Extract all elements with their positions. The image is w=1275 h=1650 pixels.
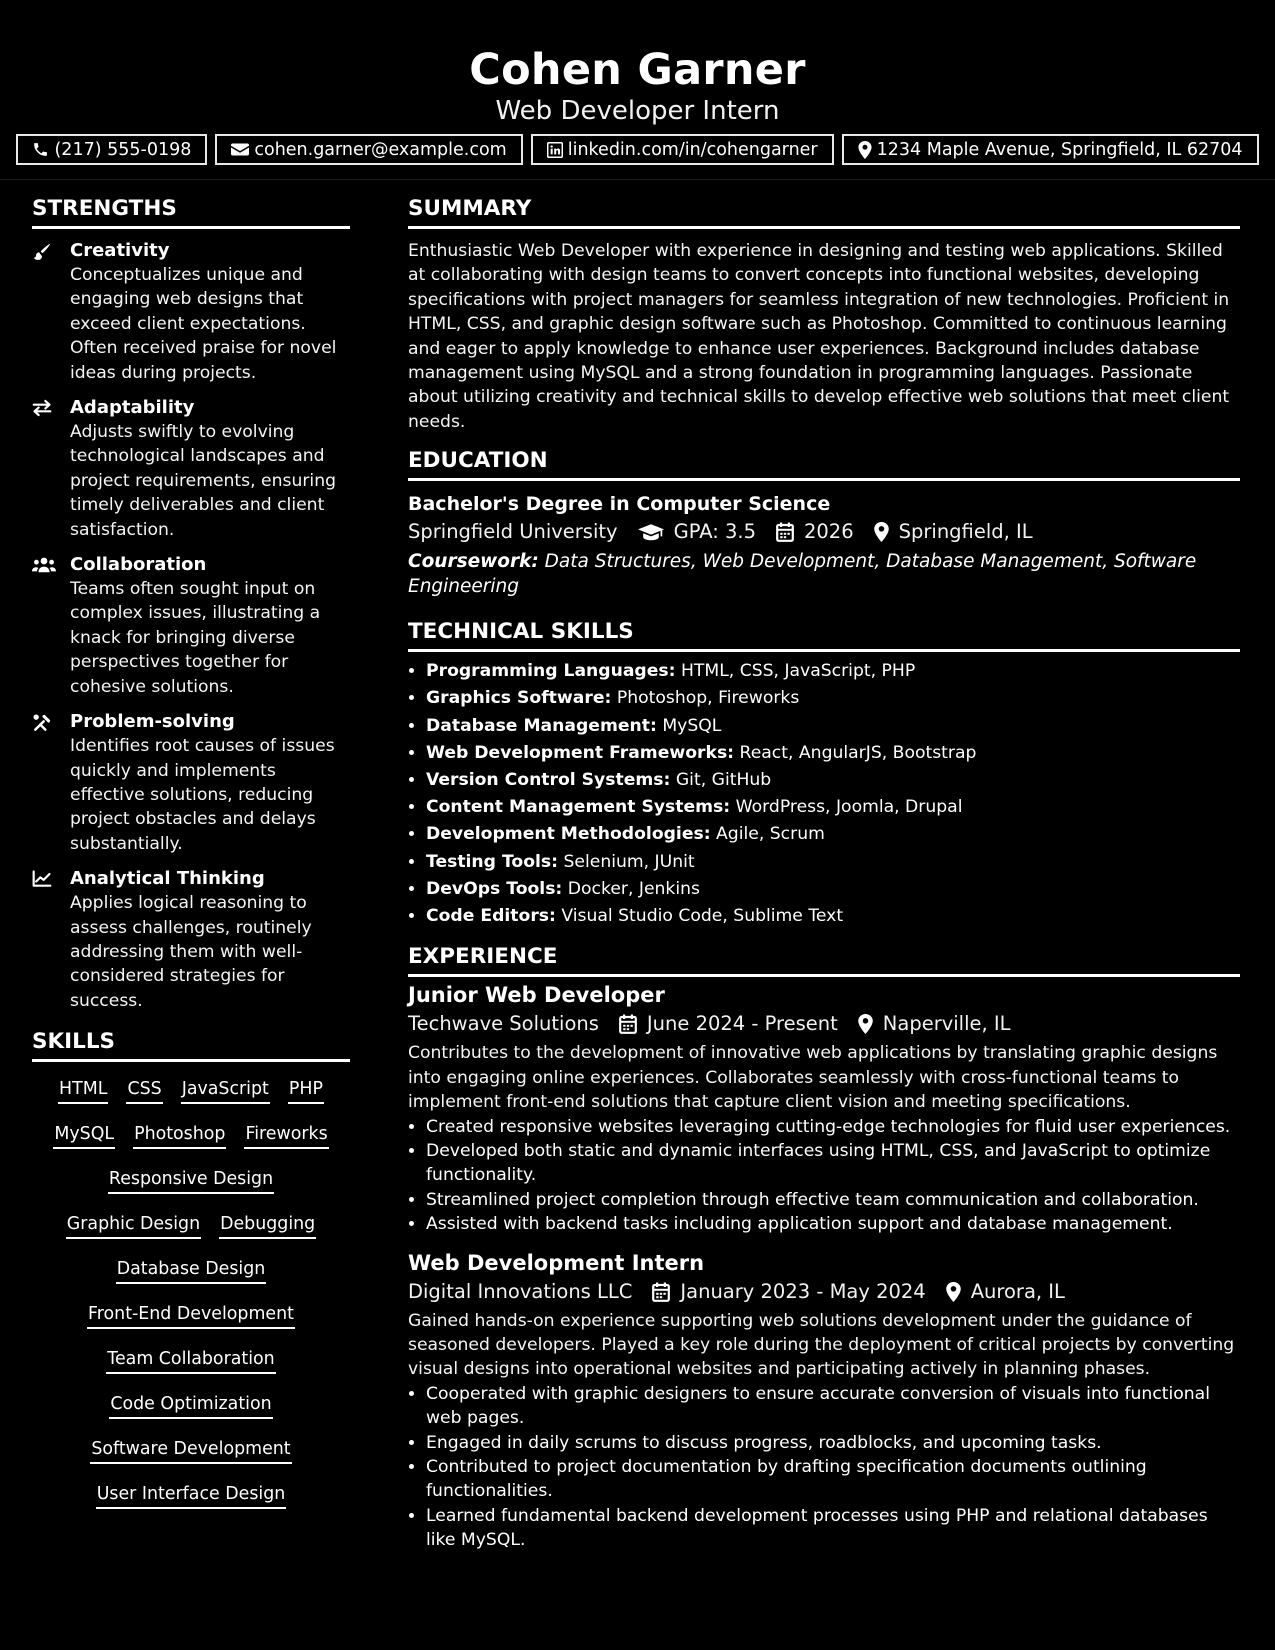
list-item	[426, 821, 1240, 848]
technical-skills-list	[408, 658, 1240, 930]
list-item: • Cooperated with graphic designers to ensure accurate conversion of visuals into functional web pages.	[426, 1382, 1240, 1431]
degree-title: Bachelor's Degree in Computer Science	[408, 493, 831, 516]
job-title: Web Development Intern	[408, 1250, 705, 1275]
list-item	[426, 740, 1240, 767]
skill-category: Programming Languages:	[426, 661, 676, 682]
list-item	[426, 658, 1240, 685]
job-title: Junior Web Developer	[408, 983, 665, 1008]
skill-tag: Database Design	[116, 1256, 267, 1284]
job-summary: Contributes to the development of innovative web applications by translating graphic designs into engaging online experiences. Collaborates seamlessly with cross-functional teams to implement front-end solutions that capture client vision and meeting specifications.	[408, 1043, 1218, 1113]
list-item	[426, 903, 1240, 930]
company-name: Techwave Solutions	[408, 1012, 599, 1036]
skill-values: HTML, CSS, JavaScript, PHP	[680, 661, 916, 682]
skill-tag: Software Development	[90, 1436, 291, 1464]
skill-category: Content Management Systems:	[426, 797, 731, 818]
linkedin-text: linkedin.com/in/cohengarner	[567, 139, 818, 160]
strength-title: Collaboration	[70, 554, 207, 576]
skill-values: Selenium, JUnit	[563, 851, 695, 872]
right-column	[408, 196, 1240, 1553]
skill-tag: CSS	[126, 1076, 162, 1104]
list-item	[426, 685, 1240, 712]
company-name: Digital Innovations LLC	[408, 1279, 633, 1303]
skill-tag: Photoshop	[133, 1121, 226, 1149]
job-meta	[408, 1009, 1240, 1039]
list-item: • Engaged in daily scrums to discuss progress, roadblocks, and upcoming tasks.	[426, 1431, 1240, 1455]
list-item	[426, 794, 1240, 821]
paintbrush-icon	[32, 242, 52, 262]
skill-category: Database Management:	[426, 715, 657, 736]
skill-values: Photoshop, Fireworks	[616, 688, 800, 709]
strength-item	[32, 239, 350, 385]
graduation-cap-icon	[638, 523, 664, 541]
strength-description: Teams often sought input on complex issues, illustrating a knack for bringing diverse perspectives together for cohesive solutions.	[70, 579, 321, 697]
coursework-list: Data Structures, Web Development, Database Management, Software Engineering	[408, 551, 1197, 597]
skill-tag: Fireworks	[244, 1121, 328, 1149]
strength-title: Analytical Thinking	[70, 868, 265, 890]
skills-tags	[32, 1076, 350, 1526]
address-contact	[842, 134, 1259, 165]
phone-text: (217) 555-0198	[54, 139, 192, 160]
skill-category: Code Editors:	[426, 906, 556, 927]
school-name: Springfield University	[408, 520, 618, 544]
job-dates: June 2024 - Present	[646, 1012, 838, 1036]
experience-heading: EXPERIENCE	[408, 944, 1240, 977]
strength-description: Identifies root causes of issues quickly and implements effective solutions, reducing project obstacles and delays substantially.	[70, 736, 335, 854]
coursework-label: Coursework:	[408, 551, 539, 573]
skill-category: Web Development Frameworks:	[426, 742, 735, 763]
summary-text: Enthusiastic Web Developer with experience in designing and testing web applications. Skilled at collaborating with design teams to convert concepts into functional websites, developing specifications with project managers for seamless integration of new technologies. Proficient in HTML, CSS, and graphic design software such as Photoshop. Committed to continuous learning and eager to apply knowledge to enhance user experiences. Background includes database management using MySQL and a strong foundation in programming languages. Passionate about utilizing creativity and technical skills to develop effective web solutions that meet client needs.	[408, 241, 1230, 432]
envelope-icon	[231, 142, 249, 157]
list-item: • Streamlined project completion through effective team communication and collaboration.	[426, 1188, 1240, 1212]
calendar-icon	[776, 522, 794, 542]
education-meta	[408, 517, 1240, 547]
graduation-year: 2026	[803, 520, 854, 544]
map-pin-icon	[874, 522, 889, 542]
map-pin-icon	[946, 1282, 961, 1302]
skill-category: DevOps Tools:	[426, 878, 563, 899]
gpa-text: GPA: 3.5	[673, 520, 756, 544]
skill-values: Visual Studio Code, Sublime Text	[561, 906, 844, 927]
coursework	[408, 550, 1240, 599]
list-item: • Learned fundamental backend development processes using PHP and relational databases like MySQL.	[426, 1504, 1240, 1553]
job-bullets	[408, 1382, 1240, 1553]
skill-values: WordPress, Joomla, Drupal	[735, 797, 963, 818]
list-item: • Developed both static and dynamic interfaces using HTML, CSS, and JavaScript to optimize functionality.	[426, 1139, 1240, 1188]
contact-bar	[0, 134, 1275, 165]
strength-description: Conceptualizes unique and engaging web designs that exceed client expectations. Often received praise for novel ideas during projects.	[70, 265, 337, 383]
list-item	[426, 849, 1240, 876]
phone-icon	[32, 141, 49, 158]
map-pin-icon	[858, 141, 872, 159]
email-contact[interactable]	[215, 134, 522, 165]
job-entry	[408, 1249, 1240, 1553]
linkedin-icon	[547, 142, 563, 158]
job-dates: January 2023 - May 2024	[680, 1279, 926, 1303]
job-bullets	[408, 1115, 1240, 1237]
list-item: • Assisted with backend tasks including application support and database management.	[426, 1212, 1240, 1236]
list-item	[426, 713, 1240, 740]
strengths-heading: STRENGTHS	[32, 196, 350, 229]
skill-tag: JavaScript	[181, 1076, 270, 1104]
skill-tag: Team Collaboration	[106, 1346, 275, 1374]
tools-icon	[32, 713, 52, 733]
linkedin-contact[interactable]	[531, 134, 834, 165]
skill-values: MySQL	[662, 715, 722, 736]
job-entry	[408, 981, 1240, 1236]
skill-values: Docker, Jenkins	[567, 878, 701, 899]
candidate-title: Web Developer Intern	[495, 96, 780, 126]
line-chart-icon	[32, 870, 52, 888]
email-text: cohen.garner@example.com	[254, 139, 507, 160]
address-text: 1234 Maple Avenue, Springfield, IL 62704	[876, 139, 1243, 160]
candidate-name: Cohen Garner	[469, 45, 806, 95]
skill-category: Testing Tools:	[426, 851, 559, 872]
skill-tag: Debugging	[219, 1211, 316, 1239]
list-item: • Created responsive websites leveraging cutting-edge technologies for fluid user experiences.	[426, 1115, 1240, 1139]
list-item	[426, 767, 1240, 794]
skill-category: Development Methodologies:	[426, 824, 711, 845]
job-summary: Gained hands-on experience supporting web solutions development under the guidance of seasoned developers. Played a key role during the deployment of critical projects by converting visual designs into operational websites and participating actively in planning phases.	[408, 1310, 1235, 1380]
job-location: Aurora, IL	[970, 1279, 1065, 1303]
school-location: Springfield, IL	[898, 520, 1033, 544]
strength-item	[32, 553, 350, 699]
job-location: Naperville, IL	[882, 1012, 1011, 1036]
strength-title: Adaptability	[70, 397, 195, 419]
skill-tag: MySQL	[53, 1121, 115, 1149]
calendar-icon	[652, 1282, 670, 1302]
map-pin-icon	[858, 1014, 873, 1034]
skill-tag: Front-End Development	[87, 1301, 295, 1329]
job-meta	[408, 1277, 1240, 1307]
list-item: • Contributed to project documentation by drafting specification documents outlining functionalities.	[426, 1455, 1240, 1504]
summary-heading: SUMMARY	[408, 196, 1240, 229]
resume-header	[0, 0, 1275, 180]
education-heading: EDUCATION	[408, 448, 1240, 481]
technical-skills-heading: TECHNICAL SKILLS	[408, 619, 1240, 652]
skill-tag: PHP	[288, 1076, 324, 1104]
strength-description: Applies logical reasoning to assess challenges, routinely addressing them with well-considered strategies for success.	[70, 893, 312, 1011]
calendar-icon	[619, 1014, 637, 1034]
strength-title: Problem-solving	[70, 711, 235, 733]
skill-tag: Graphic Design	[66, 1211, 201, 1239]
strength-description: Adjusts swiftly to evolving technological landscapes and project requirements, ensuring timely deliverables and client satisfaction.	[70, 422, 337, 540]
users-icon	[32, 556, 56, 574]
skill-values: React, AngularJS, Bootstrap	[739, 742, 977, 763]
skill-tag: Responsive Design	[108, 1166, 274, 1194]
strength-item	[32, 710, 350, 856]
skill-tag: Code Optimization	[109, 1391, 272, 1419]
strength-item	[32, 867, 350, 1013]
phone-contact[interactable]	[16, 134, 207, 165]
skill-tag: HTML	[58, 1076, 108, 1104]
strength-title: Creativity	[70, 240, 170, 261]
skill-values: Git, GitHub	[675, 770, 772, 791]
skill-tag: User Interface Design	[96, 1481, 287, 1509]
exchange-arrows-icon	[32, 399, 52, 417]
left-column	[32, 196, 350, 1526]
skill-category: Version Control Systems:	[426, 770, 671, 791]
strength-item	[32, 396, 350, 542]
list-item	[426, 876, 1240, 903]
skills-heading: SKILLS	[32, 1029, 350, 1062]
skill-values: Agile, Scrum	[716, 824, 825, 845]
skill-category: Graphics Software:	[426, 688, 612, 709]
